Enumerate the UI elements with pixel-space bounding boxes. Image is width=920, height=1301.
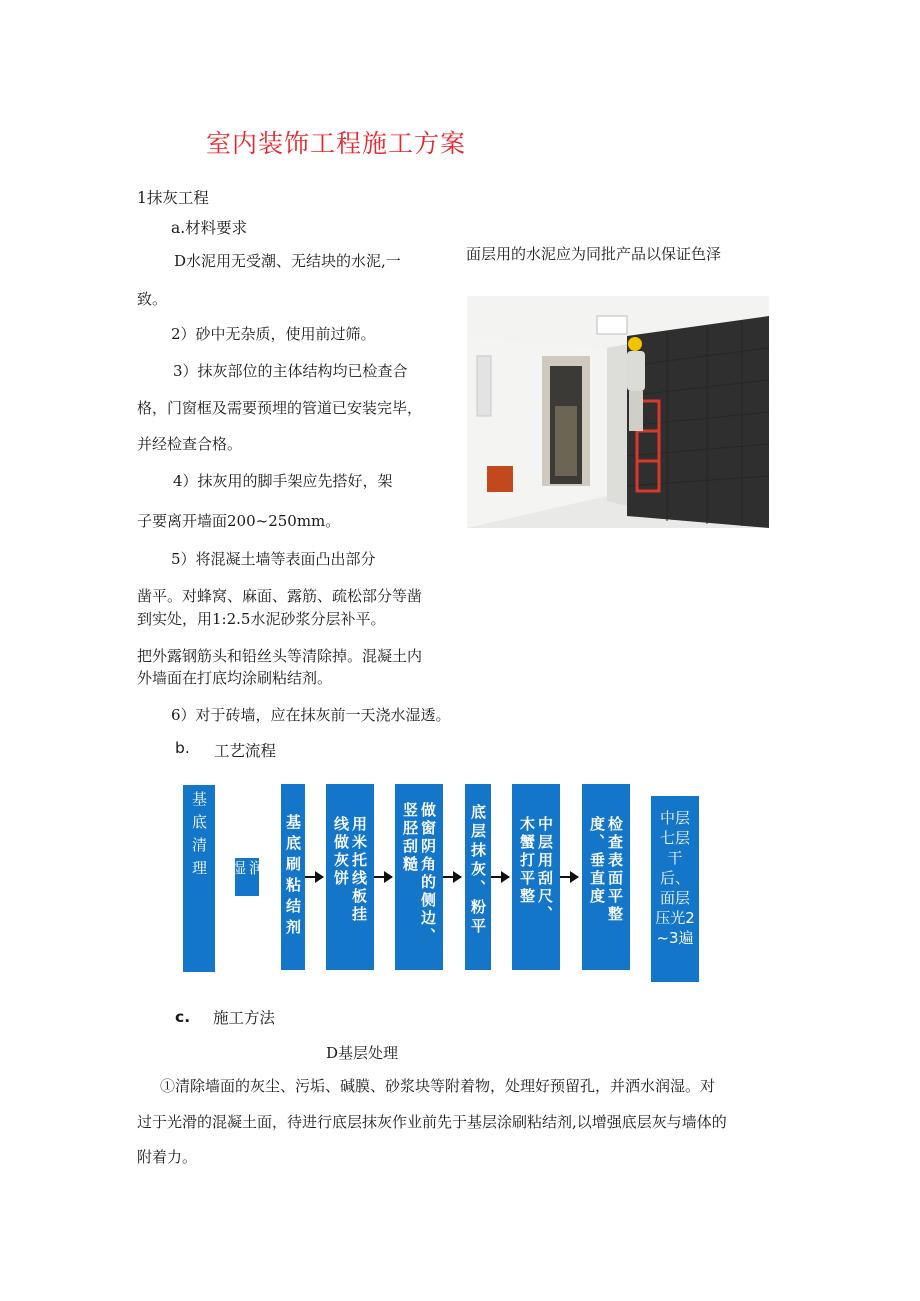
item-1-line-1: D水泥用无受潮、无结块的水泥,一 — [174, 252, 401, 270]
item-1-line-2: 面层用的水泥应为同批产品以保证色泽 — [466, 245, 722, 263]
flow-arrow — [443, 876, 461, 878]
subsection-c-letter: c. — [175, 1008, 191, 1026]
flow-step-3 — [281, 784, 305, 970]
item-3-line-2: 格，门窗框及需要预埋的管道已安装完毕， — [137, 399, 423, 417]
flow-step-9-label: 中层七层干后、面层压光2~3遍 — [655, 809, 695, 947]
flow-step-9 — [651, 796, 699, 982]
item-1-line-3: 致。 — [137, 290, 168, 308]
flow-step-6 — [465, 784, 491, 970]
subsection-c: 施工方法 — [213, 1009, 276, 1027]
flow-step-8-label: 检查表面平整度、垂直度 — [588, 816, 624, 924]
item-5-line-1: 5）将混凝土墙等表面凸出部分 — [171, 550, 376, 568]
flow-step-7-label: 中层用刮尺、木蟹打平整 — [518, 816, 554, 924]
item-5-line-5: 外墙面在打底均涂刷粘结剂。 — [137, 669, 333, 687]
para-1-line-3: 附着力。 — [137, 1148, 198, 1166]
subsection-a: a.材料要求 — [171, 219, 248, 237]
flow-step-5 — [395, 784, 443, 970]
flow-arrow — [560, 876, 578, 878]
flow-step-6-label: 底层抹灰、粉平 — [469, 804, 487, 937]
flow-arrow — [491, 876, 509, 878]
item-4-line-2: 子要离开墙面200~250mm。 — [137, 512, 341, 530]
flow-step-1 — [183, 785, 215, 972]
subsection-b-letter: b. — [175, 739, 190, 757]
item-5-line-3: 到实处，用1:2.5水泥砂浆分层补平。 — [137, 610, 386, 628]
flow-arrow — [374, 876, 392, 878]
item-5-line-4: 把外露钢筋头和铅丝头等清除掉。混凝土内 — [137, 647, 423, 665]
item-3-line-1: 3）抹灰部位的主体结构均已检查合 — [173, 362, 408, 380]
flow-step-4 — [326, 784, 374, 970]
flow-step-4-label: 用米托线板挂线做灰饼 — [332, 816, 368, 924]
item-5-line-2: 凿平。对蜂窝、麻面、露筋、疏松部分等凿 — [137, 587, 423, 605]
flow-step-8 — [582, 784, 630, 970]
subsection-b: 工艺流程 — [214, 742, 277, 760]
para-1-line-1: ①清除墙面的灰尘、污垢、碱膜、砂浆块等附着物，处理好预留孔，并洒水润湿。对 — [160, 1077, 716, 1095]
item-3-line-3: 并经检查合格。 — [137, 435, 243, 453]
flow-step-2-label: 润湿 — [229, 860, 265, 879]
section-heading: 1抹灰工程 — [137, 189, 209, 207]
page-title: 室内装饰工程施工方案 — [206, 129, 467, 158]
flow-step-5-label: 做窗阴角的侧边、竖胫刮糙 — [401, 802, 437, 946]
flow-step-2 — [229, 858, 265, 896]
flow-step-7 — [512, 784, 560, 970]
item-2: 2）砂中无杂质，使用前过筛。 — [171, 325, 376, 343]
flow-arrow — [305, 876, 323, 878]
flow-step-3-label: 基底刷粘结剂 — [284, 814, 302, 940]
subsection-c1: D基层处理 — [326, 1044, 399, 1062]
construction-photo — [467, 296, 769, 528]
flow-step-1-label: 基底清理 — [190, 791, 208, 883]
para-1-line-2: 过于光滑的混凝土面，待进行底层抹灰作业前先于基层涂刷粘结剂,以增强底层灰与墙体的 — [137, 1113, 727, 1131]
item-6: 6）对于砖墙，应在抹灰前一天浇水湿透。 — [171, 706, 451, 724]
item-4-line-1: 4）抹灰用的脚手架应先搭好，架 — [173, 472, 393, 490]
